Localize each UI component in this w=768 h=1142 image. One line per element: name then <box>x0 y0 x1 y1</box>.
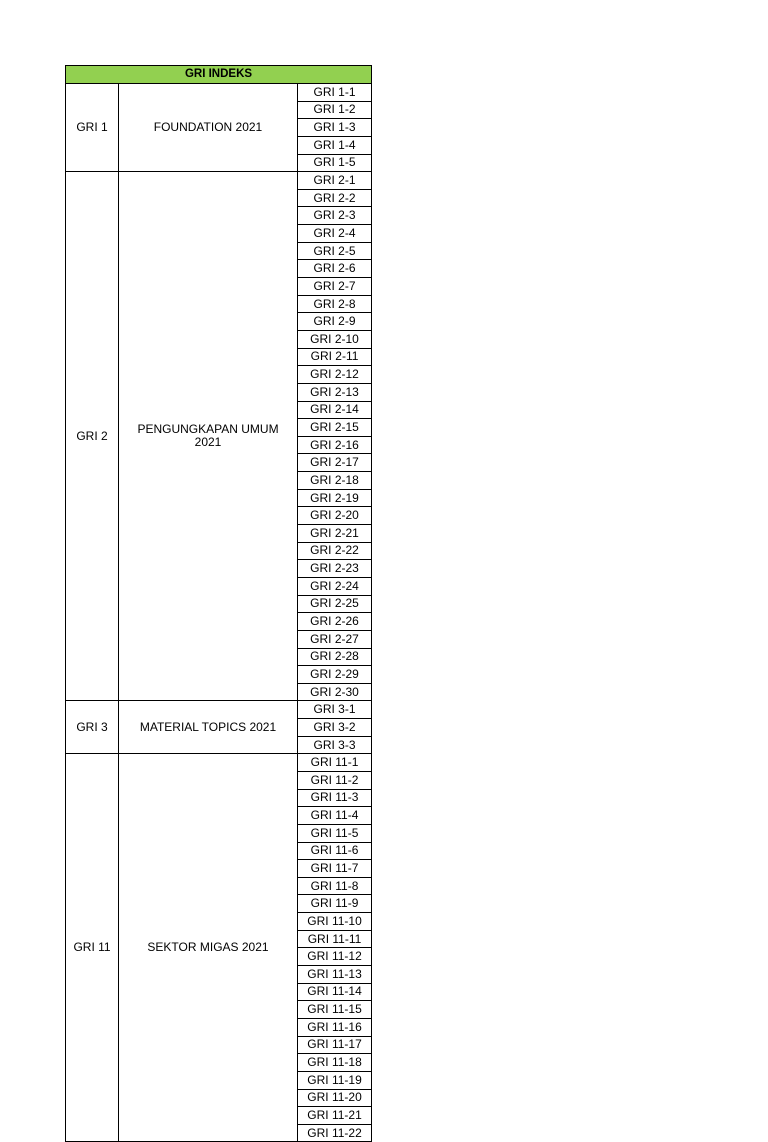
disclosure-code-cell: GRI 2-4 <box>298 225 372 243</box>
disclosure-code-cell: GRI 1-4 <box>298 136 372 154</box>
disclosure-code-cell: GRI 1-5 <box>298 154 372 172</box>
disclosure-code-cell: GRI 2-19 <box>298 489 372 507</box>
group-id-cell: GRI 3 <box>66 701 119 754</box>
disclosure-code-cell: GRI 2-7 <box>298 278 372 296</box>
disclosure-code-cell: GRI 11-16 <box>298 1018 372 1036</box>
disclosure-code-cell: GRI 2-16 <box>298 436 372 454</box>
disclosure-code-cell: GRI 2-10 <box>298 330 372 348</box>
group-id-cell: GRI 1 <box>66 84 119 172</box>
disclosure-code-cell: GRI 11-13 <box>298 966 372 984</box>
disclosure-code-cell: GRI 2-24 <box>298 577 372 595</box>
disclosure-code-cell: GRI 11-4 <box>298 807 372 825</box>
table-row <box>66 754 372 772</box>
table-row <box>66 84 372 102</box>
disclosure-code-cell: GRI 11-7 <box>298 860 372 878</box>
disclosure-code-cell: GRI 2-21 <box>298 525 372 543</box>
disclosure-code-cell: GRI 2-2 <box>298 189 372 207</box>
table-title: GRI INDEKS <box>66 66 372 84</box>
disclosure-code-cell: GRI 11-1 <box>298 754 372 772</box>
disclosure-code-cell: GRI 2-30 <box>298 683 372 701</box>
disclosure-code-cell: GRI 11-10 <box>298 913 372 931</box>
disclosure-code-cell: GRI 11-3 <box>298 789 372 807</box>
disclosure-code-cell: GRI 2-14 <box>298 401 372 419</box>
disclosure-code-cell: GRI 11-14 <box>298 983 372 1001</box>
disclosure-code-cell: GRI 11-5 <box>298 824 372 842</box>
disclosure-code-cell: GRI 2-13 <box>298 383 372 401</box>
disclosure-code-cell: GRI 2-20 <box>298 507 372 525</box>
group-id-cell: GRI 2 <box>66 172 119 701</box>
disclosure-code-cell: GRI 2-6 <box>298 260 372 278</box>
disclosure-code-cell: GRI 2-12 <box>298 366 372 384</box>
table-row <box>66 701 372 719</box>
disclosure-code-cell: GRI 11-22 <box>298 1124 372 1142</box>
disclosure-code-cell: GRI 3-3 <box>298 736 372 754</box>
group-name-cell: FOUNDATION 2021 <box>119 84 298 172</box>
disclosure-code-cell: GRI 1-1 <box>298 84 372 102</box>
disclosure-code-cell: GRI 11-11 <box>298 930 372 948</box>
disclosure-code-cell: GRI 2-3 <box>298 207 372 225</box>
disclosure-code-cell: GRI 2-22 <box>298 542 372 560</box>
disclosure-code-cell: GRI 2-18 <box>298 472 372 490</box>
disclosure-code-cell: GRI 11-9 <box>298 895 372 913</box>
disclosure-code-cell: GRI 1-3 <box>298 119 372 137</box>
disclosure-code-cell: GRI 2-25 <box>298 595 372 613</box>
table-title-row <box>66 66 372 84</box>
disclosure-code-cell: GRI 2-15 <box>298 419 372 437</box>
disclosure-code-cell: GRI 2-27 <box>298 630 372 648</box>
disclosure-code-cell: GRI 11-18 <box>298 1054 372 1072</box>
disclosure-code-cell: GRI 11-8 <box>298 877 372 895</box>
disclosure-code-cell: GRI 2-5 <box>298 242 372 260</box>
disclosure-code-cell: GRI 11-20 <box>298 1089 372 1107</box>
disclosure-code-cell: GRI 2-1 <box>298 172 372 190</box>
gri-index-table <box>65 65 372 1142</box>
disclosure-code-cell: GRI 2-29 <box>298 666 372 684</box>
disclosure-code-cell: GRI 2-11 <box>298 348 372 366</box>
disclosure-code-cell: GRI 2-8 <box>298 295 372 313</box>
disclosure-code-cell: GRI 2-26 <box>298 613 372 631</box>
disclosure-code-cell: GRI 11-15 <box>298 1001 372 1019</box>
disclosure-code-cell: GRI 11-6 <box>298 842 372 860</box>
group-id-cell: GRI 11 <box>66 754 119 1142</box>
disclosure-code-cell: GRI 1-2 <box>298 101 372 119</box>
spreadsheet-page <box>65 65 371 1140</box>
disclosure-code-cell: GRI 11-21 <box>298 1107 372 1125</box>
disclosure-code-cell: GRI 11-12 <box>298 948 372 966</box>
disclosure-code-cell: GRI 2-17 <box>298 454 372 472</box>
disclosure-code-cell: GRI 3-2 <box>298 719 372 737</box>
table-body <box>66 84 372 1142</box>
disclosure-code-cell: GRI 3-1 <box>298 701 372 719</box>
disclosure-code-cell: GRI 11-2 <box>298 771 372 789</box>
table-row <box>66 172 372 190</box>
group-name-cell: PENGUNGKAPAN UMUM 2021 <box>119 172 298 701</box>
group-name-cell: SEKTOR MIGAS 2021 <box>119 754 298 1142</box>
disclosure-code-cell: GRI 11-17 <box>298 1036 372 1054</box>
disclosure-code-cell: GRI 2-28 <box>298 648 372 666</box>
disclosure-code-cell: GRI 2-9 <box>298 313 372 331</box>
group-name-cell: MATERIAL TOPICS 2021 <box>119 701 298 754</box>
disclosure-code-cell: GRI 11-19 <box>298 1071 372 1089</box>
disclosure-code-cell: GRI 2-23 <box>298 560 372 578</box>
